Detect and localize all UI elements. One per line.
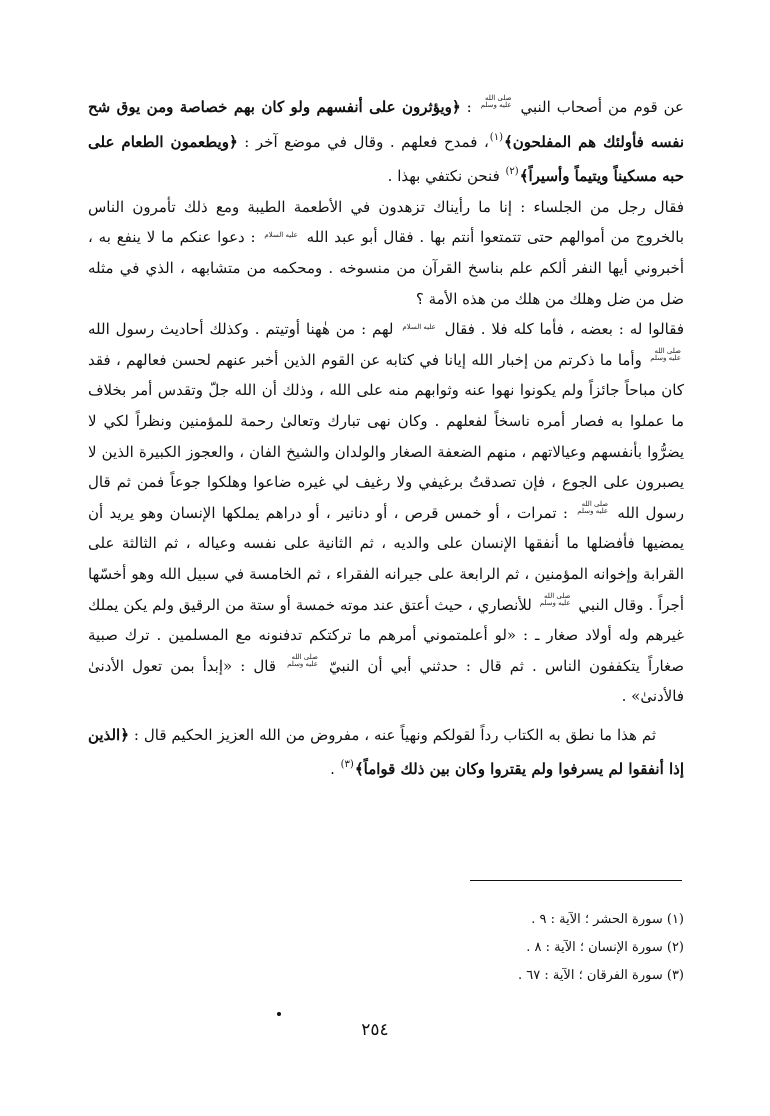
paragraph-1-text-segment: فنحن نكتفي بهذا .: [387, 167, 505, 186]
salutation-mark: [650, 348, 681, 362]
peace-mark: عليه السلام: [402, 323, 436, 332]
salutation-line-2: عليه وسلم: [650, 353, 681, 362]
paragraph-1-text-segment: لهم : من هٰهنا أوتيتم . وكذلك أحاديث رسول الله: [88, 320, 400, 339]
quran-quote: ﴿الذين إذا أنفقوا لم يسرفوا ولم يقتروا وكان بين ذلك قواماً﴾: [88, 725, 684, 779]
main-text: [88, 92, 684, 785]
salutation-line-1: صلى الله: [581, 499, 609, 508]
salutation-mark: [481, 95, 512, 109]
paragraph-1-text-segment: : دعوا عنكم ما لا ينفع به ، أخبروني أيها النفر ألكم علم بناسخ القرآن من منسوخه . ومحكمه من متشابهه ، الذي في مثله ضل من ضل وهلك من هلك من هذه الأمة ؟: [88, 228, 684, 308]
quran-quote: ﴿ويؤثرون على أنفسهم ولو كان بهم خصاصة ومن يوق شح نفسه فأولئك هم المفلحون﴾: [88, 98, 684, 151]
salutation-line-2: عليه وسلم: [480, 101, 512, 109]
paragraph-1-text-segment: فقالوا له : بعضه ، فأما كله فلا . فقال: [438, 320, 685, 339]
paragraph-1: [88, 92, 684, 712]
footnote-ref: (٣): [340, 759, 354, 771]
footnote-ref: (٢): [505, 166, 519, 178]
stray-dot: [277, 1012, 281, 1016]
salutation-line-1: صلى الله: [485, 94, 512, 102]
page-number: ٢٥٤: [361, 1020, 389, 1040]
salutation-line-1: صلى الله: [654, 346, 681, 355]
paragraph-2-text-segment: ثم هذا ما نطق به الكتاب رداً لقولكم ونهياً عنه ، مفروض من الله العزيز الحكيم قال :: [129, 725, 656, 744]
paragraph-1-text-segment: :: [460, 98, 478, 116]
footnote-separator: [470, 880, 682, 881]
paragraph-1-text-segment: ، فمدح فعلهم . وقال في موضع آخر :: [237, 132, 489, 151]
salutation-mark: [577, 501, 608, 515]
salutation-line-2: عليه وسلم: [539, 598, 571, 607]
salutation-line-1: صلى الله: [544, 591, 571, 600]
paragraph-2: [88, 720, 684, 785]
salutation-line-2: عليه وسلم: [287, 659, 318, 668]
paragraph-1-text-segment: وأما ما ذكرتم من إخبار الله إيانا في كتابه عن القوم الذين أخبر عنهم لحسن فعالهم ، فقد كان مباحاً جائزاً ولم يكونوا نهوا عنه وثوابهم منه على الله ، وذلك أن الله جلّ وتقدس أمر بخلاف ما عملوا به فصار أمره ناسخاً لفعلهم . وكان نهى تبارك وتعالىٰ رحمة للمؤمنين ونظراً لكي لا يضرُّوا بأنفسهم وعيالاتهم ، منهم الضعفة الصغار والولدان والشيخ الفان ، والعجوز الكبيرة الذين لا يصبرون على الجوع ، فإن تصدقتُ برغيفي ولا رغيف لي غيره ضاعوا وهلكوا جوعاً فمن ثم قال رسول الله: [88, 350, 684, 522]
paragraph-2-text-segment: .: [330, 760, 340, 779]
peace-mark: عليه السلام: [264, 231, 298, 240]
salutation-line-2: عليه وسلم: [577, 506, 609, 515]
paragraph-1-text-segment: : تمرات ، أو خمس قرص ، أو دنانير ، أو دراهم يملكها الإنسان وهو يريد أن يمضيها فأفضلها ما أنفقها الإنسان على والديه ، ثم الثانية على نفسه وعياله ، ثم الثالثة على القرابة وإخوانه المؤمنين ، ثم الرابعة على جيرانه الفقراء ، ثم الخامسة في سبيل الله وهو أخسّها أجراً . وقال النبي: [88, 503, 684, 614]
footnotes: [88, 906, 684, 990]
paragraph-1-text-segment: فقال رجل من الجلساء : إنا ما رأيناك تزهدون في الأطعمة الطيبة ومع ذلك تأمرون الناس بالخروج من أموالهم حتى تتمتعوا أنتم بها . فقال أبو عبد الله: [88, 197, 684, 247]
footnote-ref: (١): [489, 131, 503, 143]
paragraph-1-text-segment: للأنصاري ، حيث أعتق عند موته خمسة أو ستة من الرقيق ولم يكن يملك غيرهم وله أولاد صغار ـ : «لو أعلمتموني أمرهم ما تركتكم تدفنونه مع المسلمين . ترك صبية صغاراً يتكففون الناس . ثم قال : حدثني أبي أن النبيّ: [88, 595, 685, 675]
salutation-line-1: صلى الله: [291, 652, 318, 661]
quran-quote: ﴿ويطعمون الطعام على حبه مسكيناً ويتيماً وأسيراً﴾: [88, 132, 684, 186]
footnote-2: (٢) سورة الإنسان ؛ الآية : ٨ .: [526, 940, 684, 955]
footnote-1: (١) سورة الحشر ؛ الآية : ٩ .: [531, 912, 684, 927]
paragraph-1-text-segment: عن قوم من أصحاب النبي: [514, 98, 685, 116]
footnote-3: (٣) سورة الفرقان ؛ الآية : ٦٧ .: [517, 968, 684, 983]
salutation-mark: [540, 593, 571, 607]
paragraph-1-text-segment: قال : «إبدأ بمن تعول الأدنىٰ فالأدنىٰ» .: [88, 656, 684, 706]
salutation-mark: [287, 654, 318, 668]
